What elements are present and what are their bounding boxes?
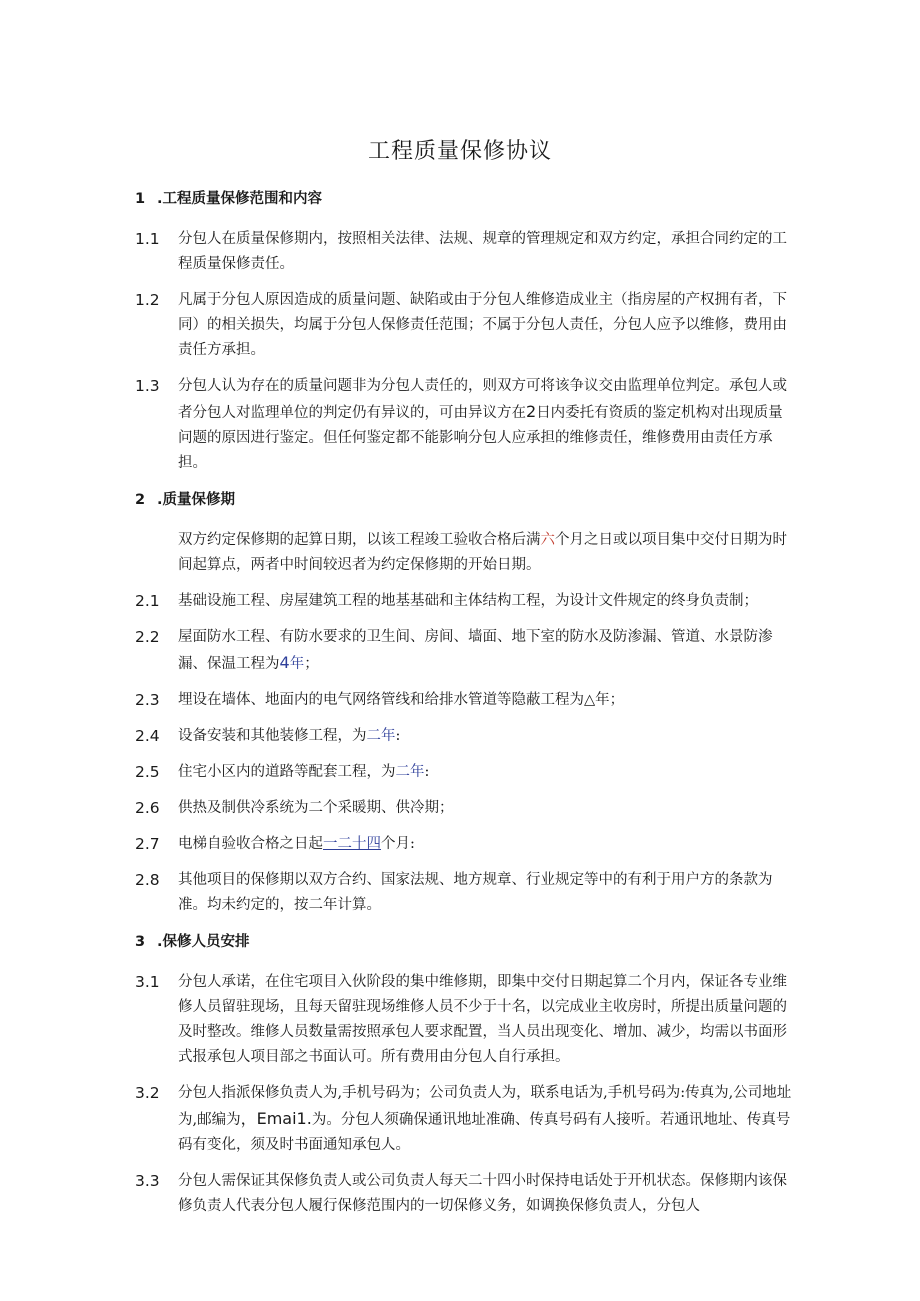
clause-number: 2.7	[135, 835, 160, 853]
email-label: ，Emai1.	[240, 1109, 312, 1128]
text-part: 屋面防水工程、有防水要求的卫生间、房间、墙面、地下室的防水及防渗漏、管道、水景防渗漏、保温工程为	[178, 629, 773, 672]
clause-text	[178, 760, 795, 785]
clause-text: 分包人需保证其保修负责人或公司负责人每天二十四小时保持电话处于开机状态。保修期内该保修负责人代表分包人履行保修范围内的一切保修义务，如调换保修负责人，分包人	[178, 1173, 787, 1214]
clause-number: 1.2	[135, 291, 160, 309]
clause-text	[178, 374, 795, 476]
clause-number: 3.1	[135, 973, 160, 991]
clause-text: 基础设施工程、房屋建筑工程的地基基础和主体结构工程，为设计文件规定的终身负责制；	[178, 593, 758, 609]
clause-number: 3.2	[135, 1084, 160, 1102]
clause-2-3	[135, 688, 795, 713]
clause-2-5	[135, 760, 795, 785]
clause-number: 2.3	[135, 691, 160, 709]
section-title: .工程质量保修范围和内容	[157, 191, 323, 207]
text-part: 个月之日或以项目集中交付日期为时间起算点，两者中时间较迟者为约定保修期的开始日期。	[178, 532, 787, 573]
clause-number: 2.6	[135, 799, 160, 817]
section-number: 3	[135, 934, 146, 950]
text-part: 为。分包人须确保通讯地址准确、传真号码有人接听。若通讯地址、传真号码有变化，须及时书面通知承包人。	[178, 1112, 791, 1153]
months-value: 一二十四	[323, 836, 381, 852]
clause-text	[178, 625, 795, 677]
clause-text: 分包人承诺，在住宅项目入伙阶段的集中维修期，即集中交付日期起算二个月内，保证各专业维修人员留驻现场，且每天留驻现场维修人员不少于十名，以完成业主收房时，所提出质量问题的及时整改。维修人员数量需按照承包人要求配置，当人员出现变化、增加、减少，均需以书面形式报承包人项目部之书面认可。所有费用由分包人自行承担。	[178, 974, 787, 1065]
text-part: 分包人认为存在的质量问题非为分包人责任的，则双方可将该争议交由监理单位判定。承包人或者分包人对监理单位的判定仍有异议的，可由异议方在	[178, 378, 787, 421]
clause-text	[178, 1081, 795, 1158]
section-2-heading	[135, 487, 795, 513]
text-part: 日内委托有资质的鉴定机构对出现质量问题的原因进行鉴定。但任何鉴定都不能影响分包人应承担的维修责任，维修费用由责任方承担。	[178, 405, 783, 471]
clause-2-7	[135, 832, 795, 857]
clause-2-2	[135, 625, 795, 677]
years-value: 二年	[366, 728, 396, 744]
clause-3-1	[135, 970, 795, 1070]
text-part: ；	[304, 656, 319, 672]
section-number: 1	[135, 191, 146, 207]
years-value: 二年	[395, 764, 425, 780]
clause-text: 凡属于分包人原因造成的质量问题、缺陷或由于分包人维修造成业主（指房屋的产权拥有者，下同）的相关损失，均属于分包人保修责任范围；不属于分包人责任，分包人应予以维修，费用由责任方承担。	[178, 292, 787, 358]
document-title: 工程质量保修协议	[367, 139, 552, 164]
clause-number: 2.2	[135, 628, 160, 646]
section-title: .保修人员安排	[157, 934, 250, 950]
clause-3-2	[135, 1081, 795, 1158]
days-value: 2	[526, 402, 537, 421]
text-part: 设备安装和其他装修工程，为	[178, 728, 367, 744]
clause-text	[178, 832, 795, 857]
clause-number: 1.3	[135, 377, 160, 395]
section-title: .质量保修期	[157, 492, 236, 508]
clause-1-1	[135, 227, 795, 277]
section-number: 2	[135, 492, 146, 508]
clause-3-3	[135, 1169, 795, 1219]
six-months-value: 六	[540, 532, 555, 548]
clause-number: 2.4	[135, 727, 160, 745]
years-value: 4	[279, 653, 290, 672]
text-part: 双方约定保修期的起算日期，以该工程竣工验收合格后满	[178, 532, 541, 548]
clause-2-4	[135, 724, 795, 749]
clause-number: 3.3	[135, 1172, 160, 1190]
clause-number: 2.1	[135, 592, 160, 610]
text-part: 住宅小区内的道路等配套工程，为	[178, 764, 396, 780]
clause-text: 供热及制供冷系统为二个采暖期、供冷期；	[178, 800, 454, 816]
text-part: 个月:	[381, 836, 415, 852]
clause-1-2	[135, 288, 795, 363]
clause-number: 1.1	[135, 230, 160, 248]
text-part: :	[395, 728, 401, 744]
clause-1-3	[135, 374, 795, 476]
section-2-intro	[178, 528, 795, 578]
clause-number: 2.5	[135, 763, 160, 781]
clause-2-8	[135, 868, 795, 918]
clause-text: 埋设在墙体、地面内的电气网络管线和给排水管道等隐蔽工程为△年；	[178, 692, 625, 708]
text-part: 电梯自验收合格之日起	[178, 836, 323, 852]
clause-2-1	[135, 589, 795, 614]
years-unit: 年	[289, 656, 305, 672]
text-part: ；公司负责人为，联系电话为,手机号码为:传真为,公司地址为,邮编为	[178, 1085, 792, 1128]
section-3-heading	[135, 929, 795, 955]
clause-2-6	[135, 796, 795, 821]
clause-text	[178, 724, 795, 749]
document-body	[135, 186, 795, 1230]
clause-text: 分包人在质量保修期内，按照相关法律、法规、规章的管理规定和双方约定，承担合同约定的工程质量保修责任。	[178, 231, 787, 272]
section-1-heading	[135, 186, 795, 212]
clause-text: 其他项目的保修期以双方合约、国家法规、地方规章、行业规定等中的有利于用户方的条款为准。均未约定的，按二年计算。	[178, 872, 773, 913]
text-part: :	[424, 764, 430, 780]
clause-number: 2.8	[135, 871, 160, 889]
text-part: 分包人指派保修负责人为,手机号码为	[178, 1085, 415, 1101]
